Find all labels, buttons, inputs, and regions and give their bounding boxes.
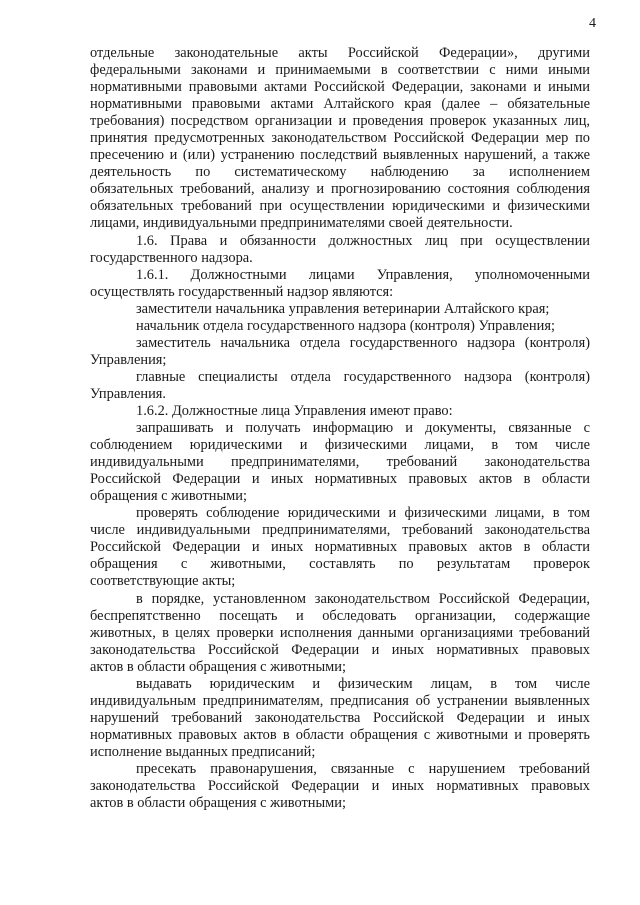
- text-line: законодательства Российской Федерации и иных нормативных правовых: [90, 641, 590, 658]
- text-line: Управления.: [90, 385, 166, 402]
- text-line: актов в области обращения с животными;: [90, 658, 346, 675]
- text-line: исполнение выданных предписаний;: [90, 743, 316, 760]
- text-line: индивидуальным предпринимателям, предписания об устранении выявленных: [90, 692, 590, 709]
- text-line: 1.6.2. Должностные лица Управления имеют право:: [136, 402, 453, 419]
- text-line: заместитель начальника отдела государственного надзора (контроля): [136, 334, 590, 351]
- text-line: обязательных требований при осуществлении юридическими и физическими: [90, 198, 590, 215]
- text-line: Российской Федерации и иных нормативных правовых актов в области: [90, 471, 590, 488]
- text-line: пресекать правонарушения, связанные с нарушением требований: [136, 760, 590, 777]
- text-line: деятельность по систематическому наблюдению за исполнением: [90, 164, 590, 181]
- text-line: федеральными законами и принимаемыми в соответствии с ними иными: [90, 62, 590, 79]
- text-line: нормативными правовыми актами Российской Федерации, законами и иными: [90, 79, 590, 96]
- text-line: заместители начальника управления ветеринарии Алтайского края;: [136, 300, 550, 317]
- text-line: запрашивать и получать информацию и документы, связанные с: [136, 420, 590, 437]
- text-line: осуществлять государственный надзор являются:: [90, 283, 394, 300]
- text-line: соблюдением юридическими и физическими лицами, в том числе: [90, 437, 590, 454]
- text-line: нормативных правовых актов в области обращения с животными и проверять: [90, 726, 590, 743]
- text-line: актов в области обращения с животными;: [90, 795, 346, 812]
- text-line: нормативными правовыми актами Алтайского края (далее – обязательные: [90, 96, 590, 113]
- text-line: беспрепятственно посещать и обследовать организации, содержащие: [90, 607, 590, 624]
- text-line: Управления;: [90, 351, 167, 368]
- text-line: нарушений требований законодательства Российской Федерации и иных: [90, 709, 590, 726]
- text-line: требования) посредством организации и проведения проверок указанных лиц,: [90, 113, 590, 130]
- text-line: 1.6. Права и обязанности должностных лиц при осуществлении: [136, 232, 590, 249]
- text-line: государственного надзора.: [90, 249, 253, 266]
- text-line: обращения с животными, составлять по результатам проверок: [90, 556, 590, 573]
- text-line: соответствующие акты;: [90, 573, 236, 590]
- text-line: законодательства Российской Федерации и иных нормативных правовых: [90, 778, 590, 795]
- document-body: [90, 45, 590, 812]
- text-line: Российской Федерации и иных нормативных правовых актов в области: [90, 539, 590, 556]
- text-line: начальник отдела государственного надзора (контроля) Управления;: [136, 317, 555, 334]
- text-line: животных, в целях проверки исполнения данными организациями требований: [90, 624, 590, 641]
- text-line: в порядке, установленном законодательством Российской Федерации,: [136, 590, 590, 607]
- text-line: обращения с животными;: [90, 488, 247, 505]
- text-line: проверять соблюдение юридическими и физическими лицами, в том: [136, 505, 590, 522]
- text-line: обязательных требований, анализу и прогнозированию состояния соблюдения: [90, 181, 590, 198]
- text-line: отдельные законодательные акты Российской Федерации», другими: [90, 45, 590, 61]
- text-line: пресечению и (или) устранению последствий выявленных нарушений, а также: [90, 147, 590, 164]
- page-number: 4: [589, 16, 596, 31]
- text-line: принятия предусмотренных законодательством Российской Федерации мер по: [90, 130, 590, 147]
- text-line: выдавать юридическим и физическим лицам, в том числе: [136, 675, 590, 692]
- text-line: числе индивидуальными предпринимателями, требований законодательства: [90, 522, 590, 539]
- text-line: индивидуальными предпринимателями, требований законодательства: [90, 454, 590, 471]
- text-line: лицами, индивидуальными предпринимателями своей деятельности.: [90, 215, 513, 232]
- text-line: главные специалисты отдела государственного надзора (контроля): [136, 368, 590, 385]
- text-line: 1.6.1. Должностными лицами Управления, уполномоченными: [136, 266, 590, 283]
